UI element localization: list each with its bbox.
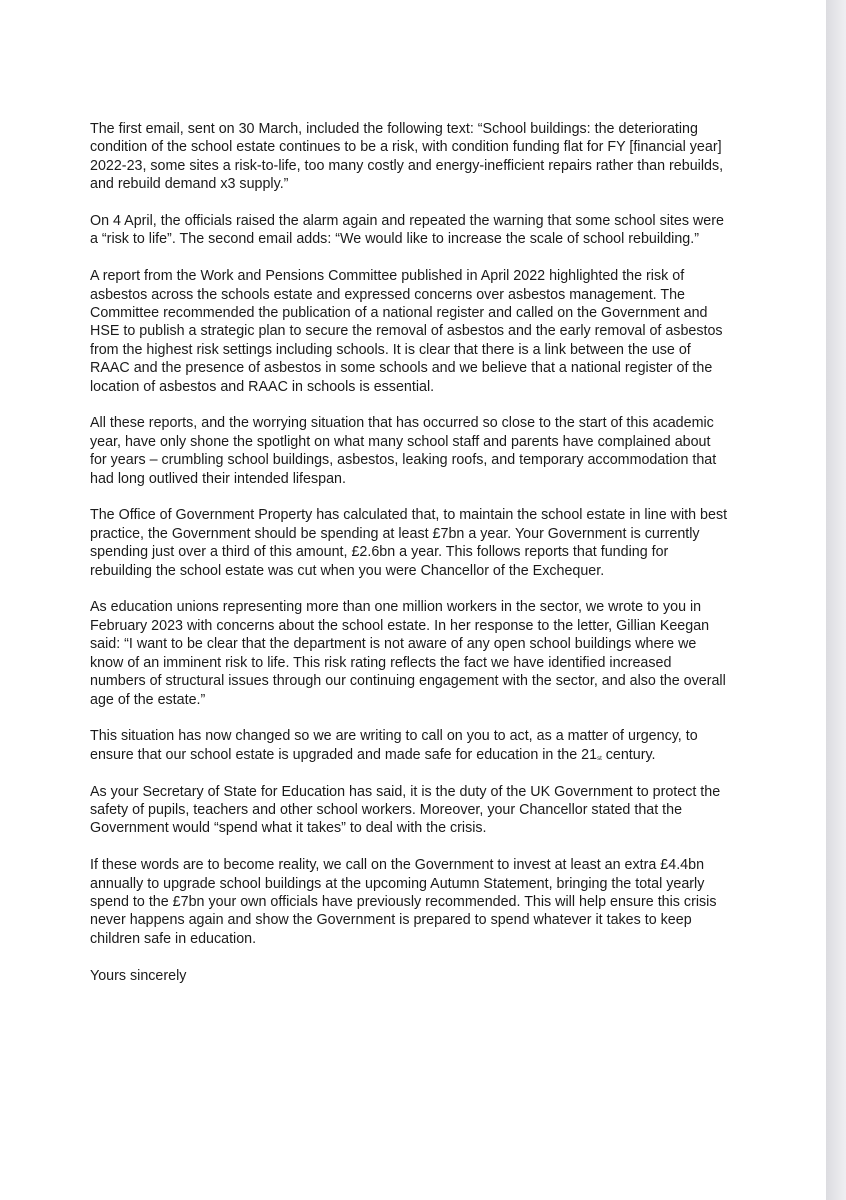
paragraph-committee-report: A report from the Work and Pensions Committee published in April 2022 highlighted the risk of asbestos across the schools estate and expressed concerns over asbestos management. The Committee recommended the publication of a national register and called on the Government and HSE to publish a strategic plan to secure the removal of asbestos and the early removal of asbestos from the highest risk settings including schools. It is clear that there is a link between the use of RAAC and the presence of asbestos in some schools and we believe that a national register of the location of asbestos and RAAC in schools is essential.: [90, 268, 723, 395]
paragraph-first-email: The first email, sent on 30 March, included the following text: “School buildings: the deteriorating condition of the school estate continues to be a risk, with condition funding flat for FY [financial year] 2022-23, some sites a risk-to-life, too many costly and energy-inefficient repairs rather than rebuilds, and rebuild demand x3 supply.”: [90, 121, 724, 193]
page-edge: [826, 0, 846, 1200]
letter-body: [90, 120, 730, 1003]
paragraph-call-to-invest: If these words are to become reality, we call on the Government to invest at least an extra £4.4bn annually to upgrade school buildings at the upcoming Autumn Statement, bringing the total yearly spend to the £7bn your own officials have previously recommended. This will help ensure this crisis never happens again and show the Government is prepared to spend whatever it takes to keep children safe in education.: [90, 857, 717, 947]
urgency-text: This situation has now changed so we are writing to call on you to act, as a matter of urgency, to ensure that our school estate is upgraded and made safe for education in the 21: [90, 728, 698, 763]
paragraph-second-email: On 4 April, the officials raised the alarm again and repeated the warning that some school sites were a “risk to life”. The second email adds: “We would like to increase the scale of school rebuilding.”: [90, 213, 724, 248]
closing-salutation: Yours sincerely: [90, 967, 187, 984]
paragraph-secretary-of-state: As your Secretary of State for Education has said, it is the duty of the UK Government to protect the safety of pupils, teachers and other school workers. Moreover, your Chancellor stated that the Government would “spend what it takes” to deal with the crisis.: [90, 783, 721, 837]
paragraph-urgency: [90, 727, 730, 764]
paragraph-spotlight: All these reports, and the worrying situation that has occurred so close to the start of this academic year, have only shone the spotlight on what many school staff and parents have complained about for years – crumbling school buildings, asbestos, leaking roofs, and temporary accommodation that had long outlived their intended lifespan.: [90, 415, 717, 487]
ordinal-suffix: st: [597, 755, 602, 762]
paragraph-unions: As education unions representing more than one million workers in the sector, we wrote to you in February 2023 with concerns about the school estate. In her response to the letter, Gillian Keegan said: “I want to be clear that the department is not aware of any open school buildings where we know of an imminent risk to life. This risk rating reflects the fact we have identified increased numbers of structural issues through our continuing engagement with the sector, and also the overall age of the estate.”: [90, 599, 726, 708]
paragraph-funding: The Office of Government Property has calculated that, to maintain the school estate in line with best practice, the Government should be spending at least £7bn a year. Your Government is currently spending just over a third of this amount, £2.6bn a year. This follows reports that funding for rebuilding the school estate was cut when you were Chancellor of the Exchequer.: [90, 507, 728, 579]
urgency-text-end: century.: [601, 746, 656, 763]
